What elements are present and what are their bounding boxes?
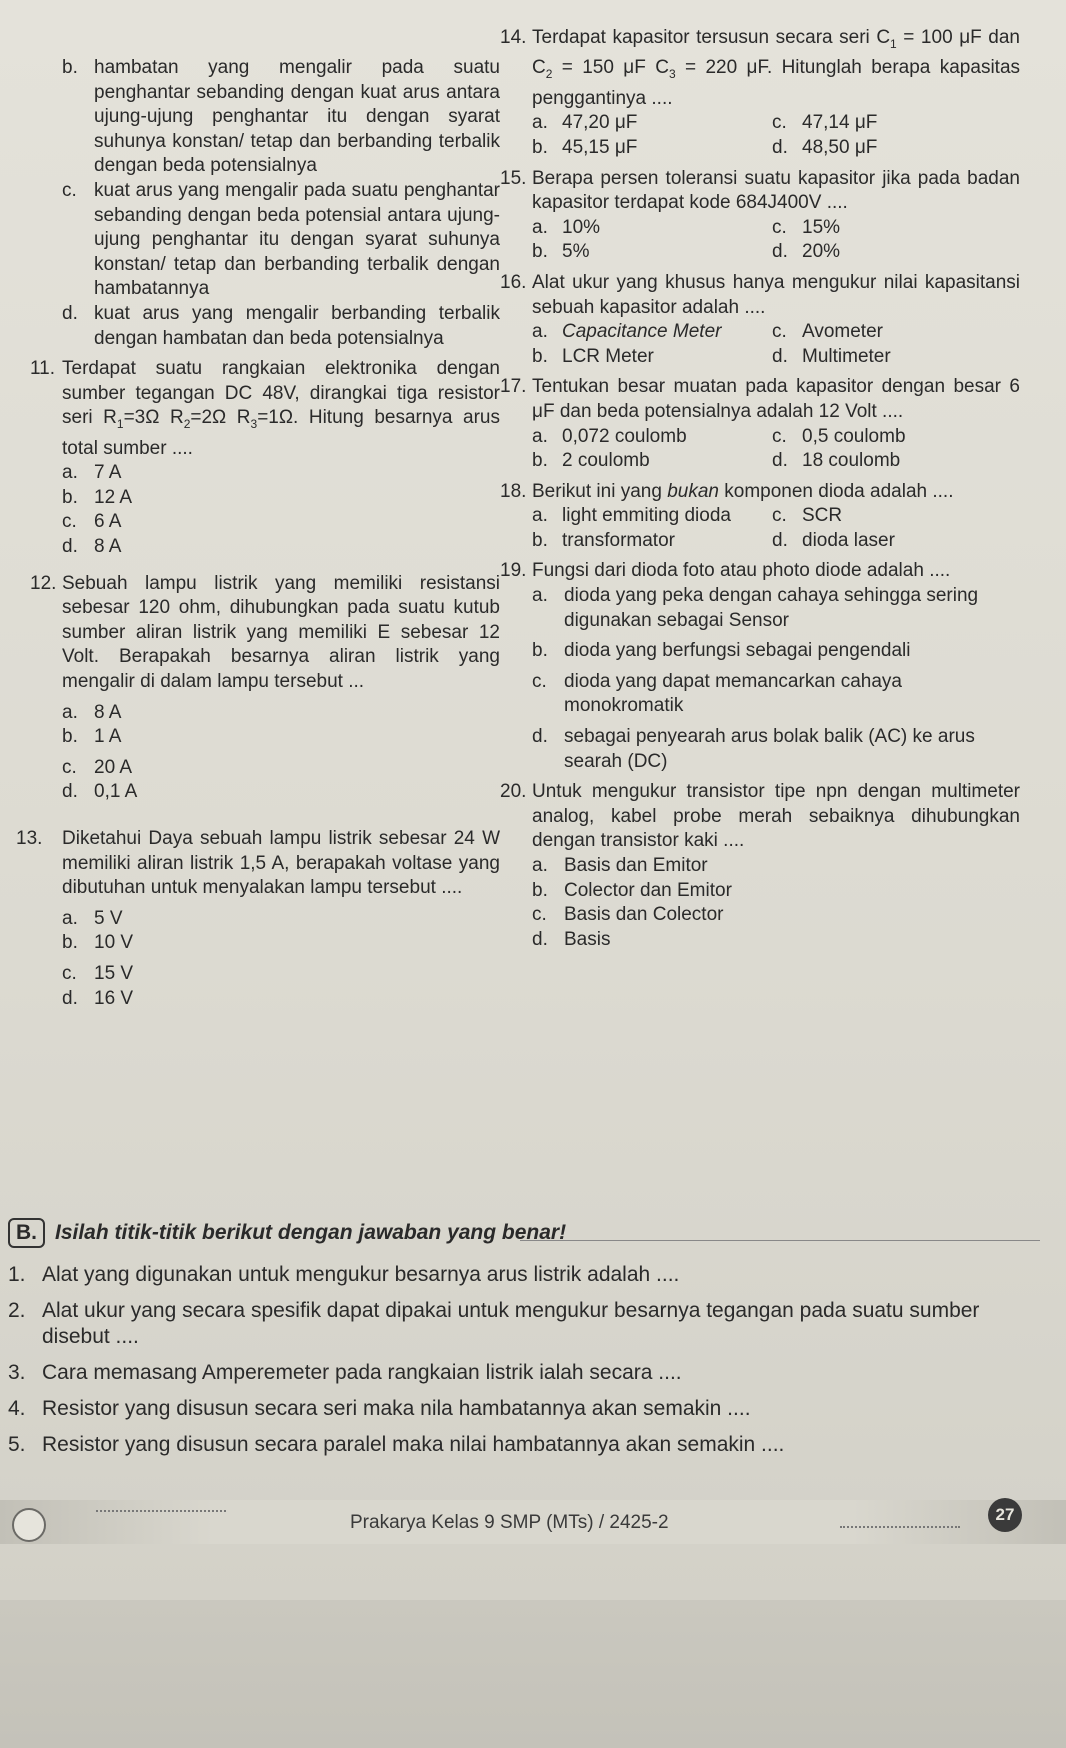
q13-option-b: b. 10 V (62, 932, 134, 954)
q13-option-c: c. 15 V (62, 962, 134, 984)
fill-item-4: 4. Resistor yang disusun secara seri maka nila hambatannya akan semakin .... (8, 1397, 751, 1420)
q12-option-b: b. 1 A (62, 726, 122, 748)
section-b-title: Isilah titik-titik berikut dengan jawaban yang benar! (55, 1221, 567, 1244)
footer-dotted-line-right (840, 1526, 960, 1528)
question-10-continued (30, 56, 500, 351)
q18-options: a. light emmiting dioda c. SCR b. transformator d. dioda laser (532, 505, 895, 551)
section-b-heading (8, 1218, 1048, 1248)
question-11: 11. Terdapat suatu rangkaian elektronika dengan sumber tegangan DC 48V, dirangkai tiga resistor seri $R_1=3\Omega$ $R_2=2\Omega$ $R_3=1\Omega$. Hitung besarnya arus total sumber .... a. 7 A b. 12 A c. 6 A d. 8 A (30, 357, 500, 560)
q16-options: a. Capacitance Meter c. Avometer b. LCR Meter d. Multimeter (532, 321, 891, 367)
q18-text: Berikut ini yang bukan komponen dioda adalah .... (532, 480, 954, 502)
q20-option-a: a. Basis dan Emitor (532, 855, 708, 876)
question-15: 15. Berapa persen toleransi suatu kapasitor jika pada badan kapasitor terdapat kode 684J400V .... a. 10% c. 15% b. 5% d. 20% (500, 167, 1020, 265)
q11-text: Terdapat suatu rangkaian elektronika dengan sumber tegangan DC 48V, dirangkai tiga resistor seri $R_1=3\Omega$ $R_2=2\Omega$ $R_3=1\Omega$. Hitung besarnya arus total sumber .... (62, 358, 500, 459)
background-surface (0, 1600, 1066, 1748)
q10-option-c: c. kuat arus yang mengalir pada suatu penghantar sebanding dengan beda potensial antara ujung-ujung penghantar itu dengan syarat suhunya konstan/ tetap dan berbanding terbalik dengan hambatannya (62, 179, 500, 300)
q19-option-a: a. dioda yang peka dengan cahaya sehingga sering digunakan sebagai Sensor (532, 585, 979, 631)
question-19: 19. Fungsi dari dioda foto atau photo diode adalah .... a. dioda yang peka dengan cahaya sehingga sering digunakan sebagai Sensor b. dioda yang berfungsi sebagai pengendali c. dioda yang dapat memancarkan cahaya monokromatik d. sebagai penyearah arus bolak balik (AC) ke arus searah (DC) (500, 559, 1020, 774)
q12-option-d: d. 0,1 A (62, 781, 138, 803)
q14-options: a. 47,20 μF c. 47,14 μF b. 45,15 μF d. 48,50 μF (532, 112, 878, 158)
punch-hole-icon (12, 1508, 46, 1542)
q19-option-c: c. dioda yang dapat memancarkan cahaya monokromatik (532, 670, 903, 717)
q15-options: a. 10% c. 15% b. 5% d. 20% (532, 216, 841, 263)
q14-text: Terdapat kapasitor tersusun secara seri $C_1 = 100$ μF dan $C_2 = 150$ μF $C_3 = 220$ μF. Hitunglah berapa kapasitas penggantinya .... (532, 27, 1021, 109)
question-20: 20. Untuk mengukur transistor tipe npn dengan multimeter analog, kabel probe merah sebaiknya dihubungkan dengan transistor kaki .... a. Basis dan Emitor b. Colector dan Emitor c. Basis dan Colector d. Basis (500, 780, 1020, 952)
q10-option-b: b. hambatan yang mengalir pada suatu penghantar sebanding dengan kuat arus antara ujung-ujung penghantar itu dengan syarat suhunya konstan/ tetap dan berbanding terbalik dengan beda potensialnya (62, 57, 500, 177)
right-column (500, 26, 1020, 952)
q12-option-a: a. 8 A (62, 701, 122, 723)
q11-option-d: d. 8 A (62, 536, 122, 558)
question-17: 17. Tentukan besar muatan pada kapasitor dengan besar 6 μF dan beda potensialnya adalah 12 Volt .... a. 0,072 coulomb c. 0,5 coulomb b. 2 coulomb d. 18 coulomb (500, 375, 1020, 473)
q19-option-b: b. dioda yang berfungsi sebagai pengendali (532, 640, 911, 662)
q13-option-a: a. 5 V (62, 907, 123, 929)
page-footer (0, 1500, 1066, 1560)
q13-option-d: d. 16 V (62, 987, 134, 1009)
q12-option-c: c. 20 A (62, 756, 133, 778)
fill-item-3: 3. Cara memasang Amperemeter pada rangkaian listrik ialah secara .... (8, 1361, 682, 1384)
question-16: 16. Alat ukur yang khusus hanya mengukur nilai kapasitansi sebuah kapasitor adalah .... a. Capacitance Meter c. Avometer b. LCR Meter d. Multimeter (500, 271, 1020, 369)
question-14: 14. Terdapat kapasitor tersusun secara seri $C_1 = 100$ μF dan $C_2 = 150$ μF $C_3 = 220$ μF. Hitunglah berapa kapasitas penggantinya .... a. 47,20 μF c. 47,14 μF b. 45,15 μF d. 48,50 μF (500, 26, 1020, 161)
q11-option-c: c. 6 A (62, 511, 122, 533)
q20-option-b: b. Colector dan Emitor (532, 879, 732, 901)
footer-text: Prakarya Kelas 9 SMP (MTs) / 2425-2 (350, 1512, 669, 1533)
fill-item-2: 2. Alat ukur yang secara spesifik dapat dipakai untuk mengukur besarnya tegangan pada suatu sumber disebut .... (8, 1299, 980, 1348)
section-b (8, 1218, 1048, 1468)
q20-option-c: c. Basis dan Colector (532, 904, 724, 926)
section-b-label: B. (8, 1218, 45, 1248)
q20-option-d: d. Basis (532, 928, 611, 950)
question-13: 13. Diketahui Daya sebuah lampu listrik sebesar 24 W memiliki aliran listrik 1,5 A, berapakah voltase yang dibutuhan untuk menyalakan lampu tersebut .... a. 5 V b. 10 V c. 15 V d. 16 V (16, 827, 500, 1011)
left-column (16, 56, 500, 1011)
footer-dotted-line (96, 1510, 226, 1512)
page-number: 27 (988, 1498, 1022, 1532)
question-12: 12. Sebuah lampu listrik yang memiliki resistansi sebesar 120 ohm, dihubungkan pada suatu kutub sumber aliran listrik yang memiliki E sebesar 12 Volt. Berapakah besarnya aliran listrik yang mengalir di dalam lampu tersebut ... a. 8 A b. 1 A c. 20 A d. 0,1 A (30, 572, 500, 805)
fill-item-1: 1. Alat yang digunakan untuk mengukur besarnya arus listrik adalah .... (8, 1263, 680, 1286)
fill-item-5: 5. Resistor yang disusun secara paralel maka nilai hambatannya akan semakin .... (8, 1433, 785, 1456)
q11-option-a: a. 7 A (62, 462, 122, 484)
q10-option-d: d. kuat arus yang mengalir berbanding terbalik dengan hambatan dan beda potensialnya (62, 302, 500, 349)
q19-option-d: d. sebagai penyearah arus bolak balik (AC) ke arus searah (DC) (532, 726, 975, 772)
question-18: 18. Berikut ini yang bukan komponen dioda adalah .... a. light emmiting dioda c. SCR b. transformator d. dioda laser (500, 480, 1020, 554)
q17-options: a. 0,072 coulomb c. 0,5 coulomb b. 2 coulomb d. 18 coulomb (532, 425, 906, 472)
q11-option-b: b. 12 A (62, 486, 133, 508)
